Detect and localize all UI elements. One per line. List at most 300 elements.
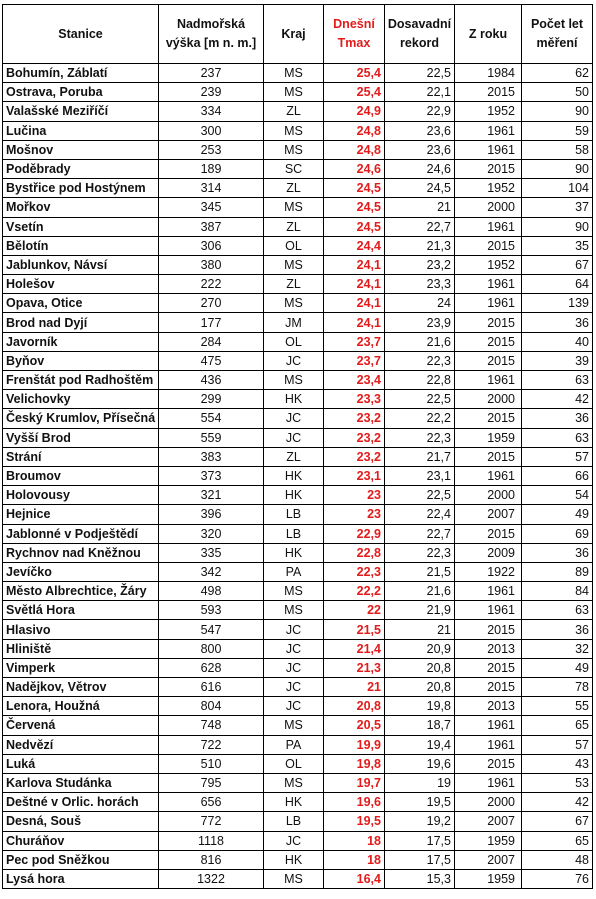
station-name-cell: Vyšší Brod [3,428,159,447]
record-year-cell: 2015 [455,83,522,102]
today-tmax-cell: 24,1 [324,294,385,313]
table-row [3,678,593,697]
years-measured-cell: 43 [522,754,593,773]
region-cell: JM [264,313,324,332]
previous-record-cell: 22,3 [385,428,455,447]
record-temperature-table [2,4,593,889]
table-row [3,198,593,217]
station-name-cell: Ostrava, Poruba [3,83,159,102]
table-row [3,83,593,102]
record-year-cell: 2015 [455,332,522,351]
region-cell: MS [264,198,324,217]
station-name-cell: Holovousy [3,486,159,505]
elevation-cell: 222 [159,275,264,294]
region-cell: JC [264,697,324,716]
station-name-cell: Luká [3,754,159,773]
station-name-cell: Hlasivo [3,620,159,639]
today-tmax-cell: 23,2 [324,428,385,447]
years-measured-cell: 90 [522,217,593,236]
table-row [3,735,593,754]
region-cell: MS [264,83,324,102]
record-year-cell: 1959 [455,428,522,447]
elevation-cell: 1322 [159,869,264,888]
years-measured-cell: 63 [522,371,593,390]
years-measured-cell: 58 [522,140,593,159]
years-measured-cell: 89 [522,562,593,581]
station-name-cell: Mošnov [3,140,159,159]
years-measured-cell: 50 [522,83,593,102]
years-measured-cell: 64 [522,275,593,294]
record-year-cell: 2015 [455,524,522,543]
elevation-cell: 320 [159,524,264,543]
today-tmax-cell: 22,2 [324,582,385,601]
table-header-row [3,5,593,64]
today-tmax-cell: 19,8 [324,754,385,773]
years-measured-cell: 42 [522,390,593,409]
record-year-cell: 1961 [455,582,522,601]
region-cell: MS [264,716,324,735]
previous-record-cell: 23,1 [385,466,455,485]
previous-record-cell: 21,6 [385,582,455,601]
table-body [3,64,593,889]
region-cell: SC [264,159,324,178]
record-year-cell: 2015 [455,658,522,677]
record-year-cell: 2013 [455,697,522,716]
today-tmax-cell: 20,5 [324,716,385,735]
region-cell: PA [264,735,324,754]
table-row [3,850,593,869]
region-cell: OL [264,754,324,773]
record-year-cell: 2000 [455,793,522,812]
record-year-cell: 2007 [455,850,522,869]
header-count-line2: měření [536,36,578,50]
station-name-cell: Mořkov [3,198,159,217]
today-tmax-cell: 20,8 [324,697,385,716]
header-station [3,5,159,64]
region-cell: HK [264,390,324,409]
elevation-cell: 616 [159,678,264,697]
table-row [3,486,593,505]
elevation-cell: 554 [159,409,264,428]
record-year-cell: 2015 [455,159,522,178]
table-row [3,159,593,178]
station-name-cell: Javorník [3,332,159,351]
elevation-cell: 593 [159,601,264,620]
region-cell: LB [264,524,324,543]
record-year-cell: 2000 [455,486,522,505]
today-tmax-cell: 24,9 [324,102,385,121]
years-measured-cell: 69 [522,524,593,543]
today-tmax-cell: 21,4 [324,639,385,658]
elevation-cell: 306 [159,236,264,255]
elevation-cell: 498 [159,582,264,601]
years-measured-cell: 65 [522,716,593,735]
years-measured-cell: 90 [522,102,593,121]
years-measured-cell: 32 [522,639,593,658]
record-year-cell: 1961 [455,371,522,390]
table-row [3,236,593,255]
header-year-label: Z roku [468,26,508,41]
elevation-cell: 314 [159,179,264,198]
today-tmax-cell: 16,4 [324,869,385,888]
region-cell: HK [264,850,324,869]
header-tmax-line1: Dnešní [333,17,375,31]
today-tmax-cell: 23,2 [324,409,385,428]
today-tmax-cell: 24,5 [324,198,385,217]
station-name-cell: Město Albrechtice, Žáry [3,582,159,601]
region-cell: HK [264,793,324,812]
region-cell: HK [264,466,324,485]
station-name-cell: Hejnice [3,505,159,524]
region-cell: JC [264,831,324,850]
today-tmax-cell: 19,7 [324,773,385,792]
previous-record-cell: 18,7 [385,716,455,735]
today-tmax-cell: 24,5 [324,179,385,198]
station-name-cell: Jevíčko [3,562,159,581]
previous-record-cell: 21 [385,620,455,639]
elevation-cell: 383 [159,447,264,466]
station-name-cell: Bystřice pod Hostýnem [3,179,159,198]
region-cell: ZL [264,179,324,198]
header-station-label: Stanice [58,26,103,41]
today-tmax-cell: 23,7 [324,351,385,370]
record-year-cell: 2009 [455,543,522,562]
station-name-cell: Jablunkov, Návsí [3,255,159,274]
years-measured-cell: 35 [522,236,593,255]
table-row [3,582,593,601]
region-cell: MS [264,773,324,792]
today-tmax-cell: 24,8 [324,121,385,140]
previous-record-cell: 21 [385,198,455,217]
previous-record-cell: 19,4 [385,735,455,754]
today-tmax-cell: 22 [324,601,385,620]
record-year-cell: 1984 [455,64,522,83]
today-tmax-cell: 19,6 [324,793,385,812]
record-year-cell: 2015 [455,678,522,697]
elevation-cell: 722 [159,735,264,754]
table-row [3,217,593,236]
previous-record-cell: 19,2 [385,812,455,831]
station-name-cell: Bohumín, Záblatí [3,64,159,83]
station-name-cell: Český Krumlov, Přísečná [3,409,159,428]
previous-record-cell: 23,9 [385,313,455,332]
record-year-cell: 1922 [455,562,522,581]
today-tmax-cell: 23,2 [324,447,385,466]
years-measured-cell: 36 [522,620,593,639]
header-elevation-line1: Nadmořská [176,17,246,31]
table-row [3,351,593,370]
region-cell: HK [264,486,324,505]
station-name-cell: Vimperk [3,658,159,677]
elevation-cell: 628 [159,658,264,677]
today-tmax-cell: 23 [324,505,385,524]
today-tmax-cell: 24,6 [324,159,385,178]
table-row [3,869,593,888]
years-measured-cell: 36 [522,313,593,332]
record-year-cell: 1952 [455,102,522,121]
record-year-cell: 1961 [455,716,522,735]
years-measured-cell: 67 [522,812,593,831]
elevation-cell: 436 [159,371,264,390]
station-name-cell: Broumov [3,466,159,485]
record-year-cell: 2015 [455,236,522,255]
years-measured-cell: 37 [522,198,593,217]
years-measured-cell: 67 [522,255,593,274]
region-cell: JC [264,351,324,370]
region-cell: JC [264,639,324,658]
station-name-cell: Nedvězí [3,735,159,754]
elevation-cell: 748 [159,716,264,735]
previous-record-cell: 24 [385,294,455,313]
elevation-cell: 270 [159,294,264,313]
elevation-cell: 321 [159,486,264,505]
today-tmax-cell: 25,4 [324,83,385,102]
station-name-cell: Pec pod Sněžkou [3,850,159,869]
header-record-line1: Dosavadní [387,17,452,31]
today-tmax-cell: 24,1 [324,255,385,274]
previous-record-cell: 17,5 [385,850,455,869]
record-year-cell: 1961 [455,121,522,140]
previous-record-cell: 22,5 [385,390,455,409]
today-tmax-cell: 22,8 [324,543,385,562]
years-measured-cell: 62 [522,64,593,83]
table-row [3,812,593,831]
region-cell: OL [264,332,324,351]
today-tmax-cell: 19,9 [324,735,385,754]
previous-record-cell: 22,3 [385,351,455,370]
previous-record-cell: 21,5 [385,562,455,581]
years-measured-cell: 39 [522,351,593,370]
previous-record-cell: 22,7 [385,524,455,543]
years-measured-cell: 49 [522,505,593,524]
years-measured-cell: 104 [522,179,593,198]
previous-record-cell: 22,3 [385,543,455,562]
elevation-cell: 253 [159,140,264,159]
record-year-cell: 2015 [455,409,522,428]
region-cell: ZL [264,217,324,236]
table-row [3,313,593,332]
years-measured-cell: 76 [522,869,593,888]
table-row [3,140,593,159]
record-year-cell: 2013 [455,639,522,658]
previous-record-cell: 23,3 [385,275,455,294]
previous-record-cell: 22,1 [385,83,455,102]
header-today-tmax [324,5,385,64]
years-measured-cell: 65 [522,831,593,850]
region-cell: MS [264,869,324,888]
years-measured-cell: 78 [522,678,593,697]
today-tmax-cell: 23,7 [324,332,385,351]
table-row [3,371,593,390]
years-measured-cell: 49 [522,658,593,677]
table-row [3,275,593,294]
today-tmax-cell: 24,5 [324,217,385,236]
record-year-cell: 2015 [455,754,522,773]
record-year-cell: 2007 [455,812,522,831]
previous-record-cell: 15,3 [385,869,455,888]
header-record-line2: rekord [400,36,439,50]
station-name-cell: Karlova Studánka [3,773,159,792]
station-name-cell: Lenora, Houžná [3,697,159,716]
elevation-cell: 387 [159,217,264,236]
years-measured-cell: 63 [522,601,593,620]
elevation-cell: 345 [159,198,264,217]
years-measured-cell: 53 [522,773,593,792]
previous-record-cell: 19,5 [385,793,455,812]
years-measured-cell: 63 [522,428,593,447]
years-measured-cell: 42 [522,793,593,812]
header-years-measured [522,5,593,64]
record-year-cell: 2015 [455,447,522,466]
region-cell: MS [264,371,324,390]
station-name-cell: Valašské Meziříčí [3,102,159,121]
record-year-cell: 1961 [455,217,522,236]
elevation-cell: 510 [159,754,264,773]
record-year-cell: 1952 [455,255,522,274]
today-tmax-cell: 23,1 [324,466,385,485]
elevation-cell: 284 [159,332,264,351]
previous-record-cell: 22,7 [385,217,455,236]
station-name-cell: Churáňov [3,831,159,850]
previous-record-cell: 21,7 [385,447,455,466]
years-measured-cell: 139 [522,294,593,313]
previous-record-cell: 19,8 [385,697,455,716]
region-cell: LB [264,812,324,831]
previous-record-cell: 22,5 [385,486,455,505]
today-tmax-cell: 18 [324,850,385,869]
region-cell: PA [264,562,324,581]
header-elevation-line2: výška [m n. m.] [165,36,257,50]
station-name-cell: Hliniště [3,639,159,658]
elevation-cell: 547 [159,620,264,639]
previous-record-cell: 21,6 [385,332,455,351]
years-measured-cell: 66 [522,466,593,485]
today-tmax-cell: 24,1 [324,313,385,332]
region-cell: JC [264,658,324,677]
station-name-cell: Velichovky [3,390,159,409]
previous-record-cell: 24,6 [385,159,455,178]
today-tmax-cell: 23 [324,486,385,505]
today-tmax-cell: 23,3 [324,390,385,409]
elevation-cell: 772 [159,812,264,831]
table-row [3,466,593,485]
table-row [3,447,593,466]
elevation-cell: 816 [159,850,264,869]
years-measured-cell: 55 [522,697,593,716]
today-tmax-cell: 21,3 [324,658,385,677]
station-name-cell: Jablonné v Podještědí [3,524,159,543]
record-year-cell: 2000 [455,198,522,217]
table-row [3,620,593,639]
record-year-cell: 1959 [455,869,522,888]
previous-record-cell: 19,6 [385,754,455,773]
header-count-line1: Počet let [530,17,584,31]
region-cell: JC [264,678,324,697]
region-cell: MS [264,582,324,601]
years-measured-cell: 59 [522,121,593,140]
today-tmax-cell: 23,4 [324,371,385,390]
region-cell: ZL [264,275,324,294]
previous-record-cell: 23,6 [385,121,455,140]
elevation-cell: 475 [159,351,264,370]
today-tmax-cell: 22,9 [324,524,385,543]
region-cell: LB [264,505,324,524]
table-row [3,428,593,447]
table-row [3,793,593,812]
table-row [3,332,593,351]
station-name-cell: Vsetín [3,217,159,236]
previous-record-cell: 20,9 [385,639,455,658]
table-row [3,505,593,524]
station-name-cell: Opava, Otice [3,294,159,313]
elevation-cell: 177 [159,313,264,332]
years-measured-cell: 36 [522,543,593,562]
record-year-cell: 2015 [455,351,522,370]
station-name-cell: Nadějkov, Větrov [3,678,159,697]
years-measured-cell: 90 [522,159,593,178]
table-row [3,390,593,409]
region-cell: JC [264,620,324,639]
station-name-cell: Lysá hora [3,869,159,888]
elevation-cell: 396 [159,505,264,524]
header-region-label: Kraj [281,26,306,41]
station-name-cell: Bělotín [3,236,159,255]
station-name-cell: Frenštát pod Radhoštěm [3,371,159,390]
elevation-cell: 559 [159,428,264,447]
station-name-cell: Holešov [3,275,159,294]
today-tmax-cell: 25,4 [324,64,385,83]
region-cell: MS [264,121,324,140]
table-row [3,831,593,850]
station-name-cell: Světlá Hora [3,601,159,620]
previous-record-cell: 19 [385,773,455,792]
today-tmax-cell: 22,3 [324,562,385,581]
record-year-cell: 1961 [455,601,522,620]
record-year-cell: 1961 [455,735,522,754]
record-year-cell: 1952 [455,179,522,198]
station-name-cell: Brod nad Dyjí [3,313,159,332]
today-tmax-cell: 19,5 [324,812,385,831]
elevation-cell: 237 [159,64,264,83]
years-measured-cell: 54 [522,486,593,505]
previous-record-cell: 17,5 [385,831,455,850]
previous-record-cell: 22,9 [385,102,455,121]
record-year-cell: 2015 [455,620,522,639]
table-row [3,601,593,620]
elevation-cell: 342 [159,562,264,581]
elevation-cell: 373 [159,466,264,485]
record-year-cell: 1959 [455,831,522,850]
header-tmax-line2: Tmax [337,36,371,50]
previous-record-cell: 24,5 [385,179,455,198]
region-cell: MS [264,255,324,274]
previous-record-cell: 22,2 [385,409,455,428]
record-year-cell: 1961 [455,275,522,294]
region-cell: MS [264,601,324,620]
record-year-cell: 2000 [455,390,522,409]
region-cell: JC [264,428,324,447]
today-tmax-cell: 24,1 [324,275,385,294]
elevation-cell: 335 [159,543,264,562]
table-row [3,255,593,274]
elevation-cell: 800 [159,639,264,658]
table-row [3,294,593,313]
elevation-cell: 334 [159,102,264,121]
record-year-cell: 1961 [455,294,522,313]
region-cell: HK [264,543,324,562]
previous-record-cell: 20,8 [385,658,455,677]
years-measured-cell: 40 [522,332,593,351]
